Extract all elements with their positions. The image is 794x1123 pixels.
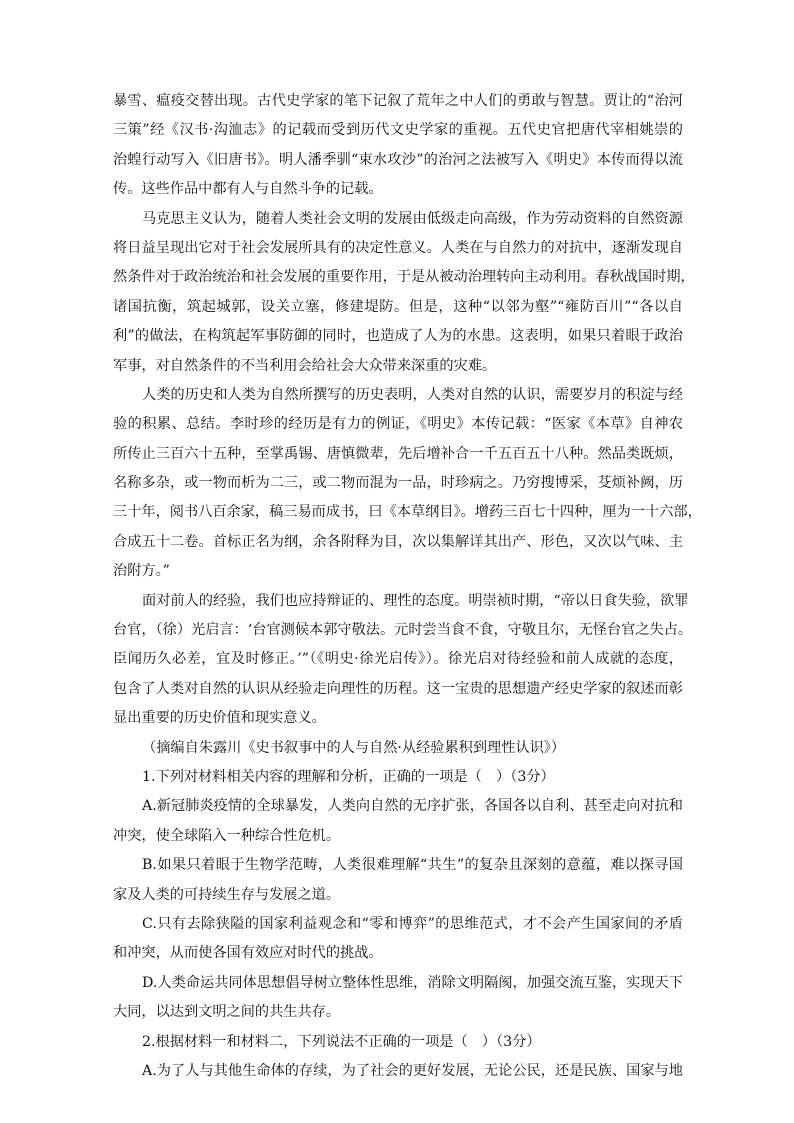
text-line: 将日益呈现出它对于社会发展所具有的决定性意义。人类在与自然力的对抗中，逐渐发现自 bbox=[113, 239, 683, 256]
text-line: 大同，以达到文明之间的共生共存。 bbox=[113, 1004, 341, 1021]
text-line: 冲突，使全球陷入一种综合性危机。 bbox=[113, 827, 341, 844]
text-line: D.人类命运共同体思想倡导树立整体性思维，消除文明隔阂，加强交流互鉴，实现天下 bbox=[142, 974, 683, 991]
text-line: 然条件对于政治统治和社会发展的重要作用，于是从被动治理转向主动利用。春秋战国时期， bbox=[113, 269, 695, 286]
text-line: 治附方。” bbox=[113, 563, 170, 580]
text-line: B.如果只着眼于生物学范畴，人类很难理解“共生”的复杂且深刻的意蕴，难以探寻国 bbox=[142, 857, 683, 874]
text-line: 名称多杂，或一物而析为二三，或二物而混为一品，时珍病之。乃穷搜博采，芟烦补阙，历 bbox=[113, 475, 683, 492]
question-stem: 2.根据材料一和材料二，下列说法不正确的一项是（ ）（3分） bbox=[142, 1033, 541, 1050]
text-line: 包含了人类对自然的认识从经验走向理性的历程。这一宝贵的思想遗产经史学家的叙述而彰 bbox=[113, 680, 683, 697]
text-line: 臣闻历久必差，宜及时修正。’”（《明史·徐光启传》）。徐光启对待经验和前人成就的态度， bbox=[113, 651, 683, 668]
text-line: 和冲突，从而使各国有效应对时代的挑战。 bbox=[113, 945, 383, 962]
text-line: 军事，对自然条件的不当利用会给社会大众带来深重的灾难。 bbox=[113, 357, 497, 374]
question-1-option-d bbox=[113, 969, 683, 1028]
paragraph-1 bbox=[113, 87, 683, 205]
question-stem: 1.下列对材料相关内容的理解和分析，正确的一项是（ ）（3分） bbox=[142, 768, 555, 785]
text-line: 三策”经《汉书·沟洫志》的记载而受到历代文史学家的重视。五代史官把唐代宰相姚崇的 bbox=[113, 122, 683, 139]
text-line: 验的积累、总结。李时珍的经历是有力的例证，《明史》本传记载：“医家《本草》自神农 bbox=[113, 416, 683, 433]
text-line: C.只有去除狭隘的国家利益观念和“零和博弈”的思维范式，才不会产生国家间的矛盾 bbox=[142, 915, 683, 932]
paragraph-2 bbox=[113, 205, 695, 381]
text-line: 合成五十二卷。首标正名为纲，余各附释为目，次以集解详其出产、形色，又次以气味、主 bbox=[113, 533, 683, 550]
text-line: 诸国抗衡，筑起城郭，设关立塞，修建堤防。但是，这种“以邻为壑”“雍防百川”“各以自 bbox=[113, 298, 683, 315]
question-2-option-a bbox=[113, 1057, 683, 1086]
text-line: 暴雪、瘟疫交替出现。古代史学家的笔下记叙了荒年之中人们的勇敢与智慧。贾让的“治河 bbox=[113, 93, 683, 109]
text-line: 三十年，阅书八百余家，稿三易而成书，曰《本草纲目》。增药三百七十四种，厘为一十六部， bbox=[113, 504, 702, 521]
text-line: 治蝗行动写入《旧唐书》。明人潘季驯“束水攻沙”的治河之法被写入《明史》本传而得以流 bbox=[113, 151, 683, 168]
paragraph-3 bbox=[113, 381, 702, 587]
document-page bbox=[113, 87, 702, 1086]
question-1 bbox=[113, 763, 683, 792]
text-line: 马克思主义认为，随着人类社会文明的发展由低级走向高级，作为劳动资料的自然资源 bbox=[142, 210, 683, 227]
text-line: 人类的历史和人类为自然所撰写的历史表明，人类对自然的认识，需要岁月的积淀与经 bbox=[142, 386, 683, 403]
text-line: 家及人类的可持续生存与发展之道。 bbox=[113, 886, 341, 903]
text-line: 显出重要的历史价值和现实意义。 bbox=[113, 710, 326, 727]
paragraph-4 bbox=[113, 587, 693, 734]
text-line: （摘编自朱露川《史书叙事中的人与自然·从经验累积到理性认识》） bbox=[142, 739, 566, 756]
question-2 bbox=[113, 1028, 683, 1057]
question-1-option-a bbox=[113, 792, 683, 851]
source-citation bbox=[113, 734, 683, 763]
text-line: 面对前人的经验，我们也应持辩证的、理性的态度。明崇祯时期，“帝以日食失验，欲罪 bbox=[142, 592, 689, 609]
text-line: 所传止三百六十五种，至掌禹锡、唐慎微辈，先后增补合一千五百五十八种。然品类既烦， bbox=[113, 445, 683, 462]
text-line: 利”的做法，在构筑起军事防御的同时，也造成了人为的水患。这表明，如果只着眼于政治 bbox=[113, 328, 683, 345]
text-line: A.为了人与其他生命体的存续，为了社会的更好发展，无论公民，还是民族、国家与地 bbox=[142, 1062, 683, 1079]
question-1-option-c bbox=[113, 910, 683, 969]
question-1-option-b bbox=[113, 851, 683, 910]
text-line: 传。这些作品中都有人与自然斗争的记载。 bbox=[113, 181, 383, 198]
text-line: 台官，（徐）光启言：‘台官测候本郭守敬法。元时尝当食不食，守敬且尔，无怪台官之失占。 bbox=[113, 622, 693, 639]
text-line: A.新冠肺炎疫情的全球暴发，人类向自然的无序扩张，各国各以自利、甚至走向对抗和 bbox=[142, 798, 683, 815]
